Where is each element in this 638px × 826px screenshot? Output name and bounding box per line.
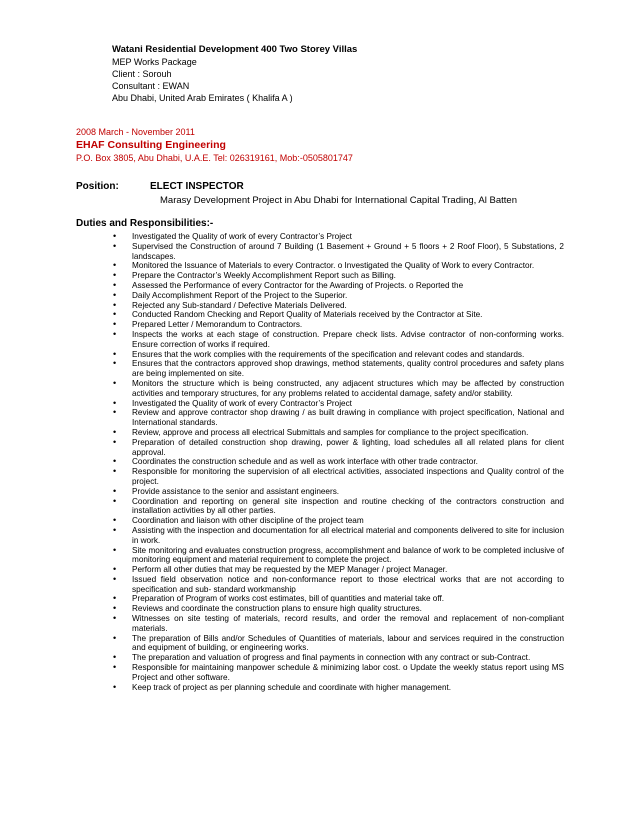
duty-item: • Preparation of detailed construction shop drawing, power & lighting, load schedules all all related plans for client approval. [106,438,564,458]
project-title: Watani Residential Development 400 Two Storey Villas [112,44,358,55]
duty-item: • Monitored the Issuance of Materials to every Contractor. o Investigated the Quality of Work to every Contractor. [106,261,564,271]
position-value: ELECT INSPECTOR [150,181,244,192]
employment-block [76,126,353,164]
duty-item: • Issued field observation notice and non-conformance report to those electrical works that are not according to specification and sub- standard workmanship [106,575,564,595]
project-package: MEP Works Package [112,57,197,67]
duty-item: • Supervised the Construction of around 7 Building (1 Basement + Ground + 5 floors + 2 Roof Floor), 5 Substations, 2 landscapes. [106,242,564,262]
employment-dates: 2008 March - November 2011 [76,127,195,137]
duty-item: • Prepare the Contractor’s Weekly Accomplishment Report such as Billing. [106,271,564,281]
duty-item: • Review and approve contractor shop drawing / as built drawing in compliance with project specification, National and International standards. [106,408,564,428]
project-client: Client : Sorouh [112,69,172,79]
duty-item: • Assessed the Performance of every Contractor for the Awarding of Projects. o Reported the [106,281,564,291]
duty-item: • Daily Accomplishment Report of the Project to the Superior. [106,291,564,301]
duty-item: • Site monitoring and evaluates construction progress, accomplishment and balance of work to be completed inclusive of monitoring equipment and material requirement to complete the project. [106,546,564,566]
duty-item: • Provide assistance to the senior and assistant engineers. [106,487,564,497]
duty-item: • Coordinates the construction schedule and as well as work interface with other trade contractor. [106,457,564,467]
project-block [112,44,357,104]
duty-item: • Perform all other duties that may be requested by the MEP Manager / project Manager. [106,565,564,575]
duty-item: • Review, approve and process all electrical Submittals and samples for compliance to the project specification. [106,428,564,438]
duty-item: • Prepared Letter / Memorandum to Contractors. [106,320,564,330]
duty-item: • Assisting with the inspection and documentation for all electrical material and components delivered to site for inclusion in work. [106,526,564,546]
duty-item: • The preparation of Bills and/or Schedules of Quantities of materials, labour and services required in the construction and equipment of building, or engineering works. [106,634,564,654]
company-address: P.O. Box 3805, Abu Dhabi, U.A.E. Tel: 026319161, Mob:-0505801747 [76,153,353,163]
duties-heading: Duties and Responsibilities:- [76,218,214,229]
company-name: EHAF Consulting Engineering [76,139,226,151]
duty-item: • Responsible for monitoring the supervision of all electrical activities, associated inspections and Quality control of the project. [106,467,564,487]
duty-item: • Inspects the works at each stage of construction. Prepare check lists. Advise contractor of non-conforming works. Ensure correction of works if required. [106,330,564,350]
duty-item: • Keep track of project as per planning schedule and coordinate with higher management. [106,683,564,693]
duty-item: • Preparation of Program of works cost estimates, bill of quantities and material take off. [106,594,564,604]
duty-item: • Witnesses on site testing of materials, record results, and order the removal and replacement of non-compliant materials. [106,614,564,634]
duty-item: • Ensures that the work complies with the requirements of the specification and relevant codes and standards. [106,350,564,360]
duty-item: • Investigated the Quality of work of every Contractor’s Project [106,399,564,409]
position-project: Marasy Development Project in Abu Dhabi for International Capital Trading, Al Batten [160,195,517,206]
project-consultant: Consultant : EWAN [112,81,190,91]
position-label: Position: [76,181,119,192]
duty-item: • Investigated the Quality of work of every Contractor’s Project [106,232,564,242]
duty-item: • Coordination and reporting on general site inspection and routine checking of the contractors construction and installation activities by all other parties. [106,497,564,517]
duty-item: • Coordination and liaison with other discipline of the project team [106,516,564,526]
duties-list [106,232,564,692]
duty-item: • Monitors the structure which is being constructed, any adjacent structures which may be affected by construction activities and temporary structures, for any problems related to accidental damage, safety and/or stability. [106,379,564,399]
duty-item: • The preparation and valuation of progress and final payments in connection with any contract or sub-Contract. [106,653,564,663]
duty-item: • Responsible for maintaining manpower schedule & minimizing labor cost. o Update the weekly status report using MS Project and other software. [106,663,564,683]
duty-item: • Conducted Random Checking and Report Quality of Materials received by the Contractor at Site. [106,310,564,320]
duty-item: • Reviews and coordinate the construction plans to ensure high quality structures. [106,604,564,614]
duty-item: • Ensures that the contractors approved shop drawings, method statements, quality control procedures and safety plans are being implemented on site. [106,359,564,379]
project-location: Abu Dhabi, United Arab Emirates ( Khalifa A ) [112,93,293,103]
duty-item: • Rejected any Sub-standard / Defective Materials Delivered. [106,301,564,311]
